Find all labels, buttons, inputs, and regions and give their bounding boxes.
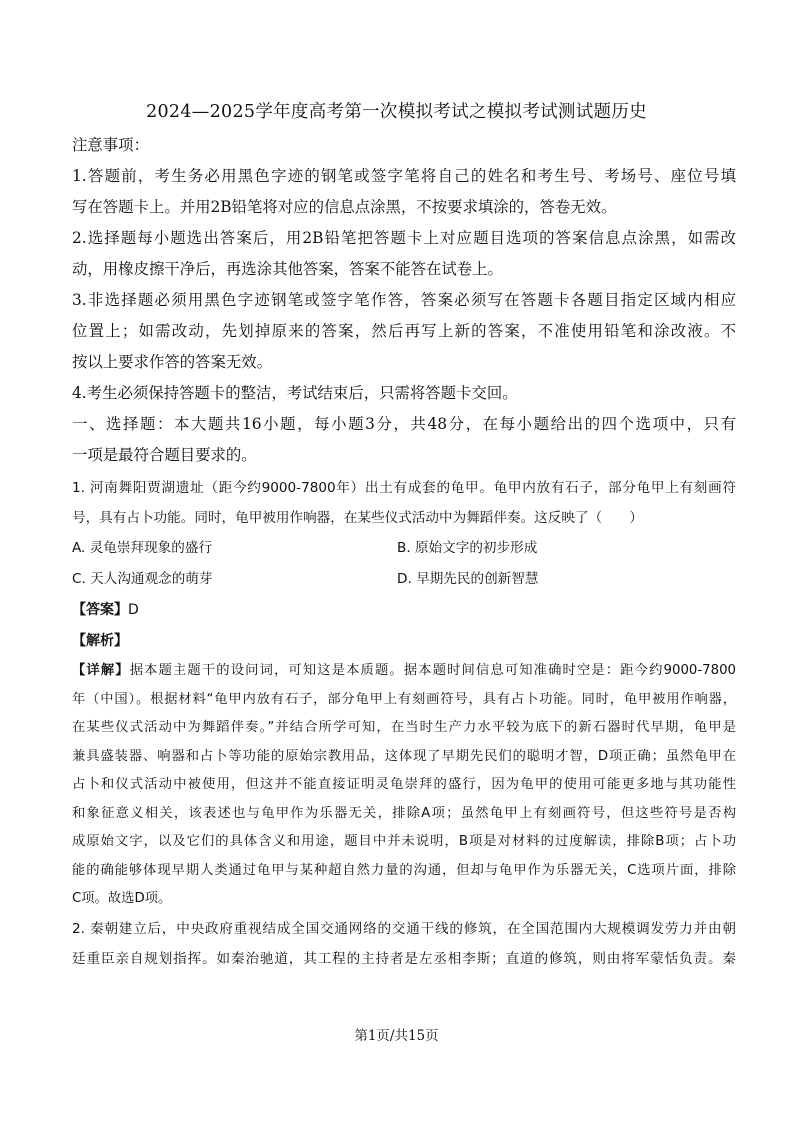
question-stem-line: 廷重臣亲自规划指挥。如秦治驰道，其工程的主持者是左丞相李斯；直道的修筑，则由将军蒙恬负责。秦 (72, 950, 736, 967)
options-row (72, 533, 736, 564)
detail-line: 和象征意义相关，该表述也与龟甲作为乐器无关，排除A项；虽然龟甲上有刻画符号，但这些符号是否构 (72, 805, 736, 821)
answer-value: D (128, 602, 139, 618)
question-1 (72, 473, 736, 914)
section-heading (72, 409, 736, 471)
detail-line: 兼具盛装器、响器和占卜等功能的原始宗教用品，这体现了早期先民们的聪明才智，D项正确；虽然龟甲在 (72, 748, 736, 764)
detail-block (72, 657, 736, 914)
detail-tag: 【详解】 (72, 663, 130, 678)
option-d: D. 早期先民的创新智慧 (397, 571, 539, 587)
question-stem-line: 2. 秦朝建立后，中央政府重视结成全国交通网络的交通干线的修筑，在全国范围内大规模调发劳力并由朝 (72, 920, 736, 937)
detail-line: 在某些仪式活动中为舞蹈伴奏。”并结合所学可知，在当时生产力水平较为底下的新石器时代早期，龟甲是 (72, 720, 736, 735)
analysis-line (72, 626, 736, 657)
option-c: C. 天人沟通观念的萌芽 (72, 571, 213, 587)
notice-line: 4.考生必须保持答题卡的整洁，考试结束后，只需将答题卡交回。 (72, 384, 518, 402)
notice-line: 按以上要求作答的答案无效。 (72, 353, 273, 371)
question-2 (72, 914, 736, 974)
analysis-tag: 【解析】 (72, 633, 128, 649)
detail-line: 成原始文字，以及它们的具体含义和用途，题目中并未说明，B项是对材料的过度解读，排除B项；占卜功 (72, 834, 736, 849)
question-stem-line: 号，具有占卜功能。同时，龟甲被用作响器，在某些仪式活动中为舞蹈伴奏。这反映了（ ） (72, 510, 643, 526)
option-b: B. 原始文字的初步形成 (397, 540, 538, 556)
notice-line: 写在答题卡上。并用2B铅笔将对应的信息点涂黑，不按要求填涂的，答卷无效。 (72, 198, 617, 216)
detail-text: 据本题主题干的设问词，可知这是本质题。据本题时间信息可知准确时空是：距今约9000-7800 (129, 663, 737, 678)
document-title: 2024—2025学年度高考第一次模拟考试之模拟考试测试题历史 (146, 102, 647, 122)
detail-line: 占卜和仪式活动中被使用，但这并不能直接证明灵龟崇拜的盛行，因为龟甲的使用可能更多地与其功能性 (72, 777, 736, 792)
answer-line (72, 595, 736, 626)
detail-line (72, 657, 736, 686)
detail-line: 年（中国）。根据材料“龟甲内放有石子，部分龟甲上有刻画符号，具有占卜功能。同时，龟甲被用作响器， (72, 691, 736, 707)
notice-heading: 注意事项： (72, 136, 149, 154)
notice-line: 位置上；如需改动，先划掉原来的答案，然后再写上新的答案，不准使用铅笔和涂改液。不 (72, 322, 736, 340)
notice-list (72, 161, 736, 409)
detail-line: C项。故选D项。 (72, 891, 172, 906)
section-line: 一项是最符合题目要求的。 (72, 446, 257, 464)
option-a: A. 灵龟崇拜现象的盛行 (72, 540, 213, 556)
page-footer: 第1页/共15页 (354, 1028, 439, 1044)
document-body (72, 130, 736, 974)
options-row (72, 564, 736, 595)
question-stem-line: 1. 河南舞阳贾湖遗址（距今约9000-7800年）出土有成套的龟甲。龟甲内放有石子，部分龟甲上有刻画符 (72, 480, 736, 496)
detail-line: 能的确能够体现早期人类通过龟甲与某种超自然力量的沟通，但却与龟甲作为乐器无关，C选项片面，排除 (72, 862, 736, 878)
notice-line: 动，用橡皮擦干净后，再选涂其他答案，答案不能答在试卷上。 (72, 260, 503, 278)
section-line: 一、选择题：本大题共16小题，每小题3分，共48分，在每小题给出的四个选项中，只有 (72, 415, 736, 433)
notice-line: 1.答题前，考生务必用黑色字迹的钢笔或签字笔将自己的姓名和考生号、考场号、座位号填 (72, 167, 736, 185)
answer-tag: 【答案】 (72, 602, 128, 618)
notice-line: 2.选择题每小题选出答案后，用2B铅笔把答题卡上对应题目选项的答案信息点涂黑，如需改 (72, 229, 736, 247)
notice-line: 3.非选择题必须用黑色字迹钢笔或签字笔作答，答案必须写在答题卡各题目指定区域内相应 (72, 291, 736, 309)
